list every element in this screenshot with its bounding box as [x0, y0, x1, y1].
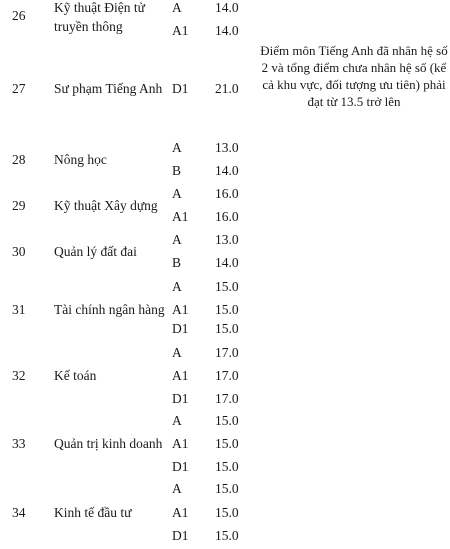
exam-block: D1 [172, 321, 189, 336]
cutoff-score: 15.0 [215, 481, 239, 496]
major-name: Tài chính ngân hàng [54, 302, 165, 317]
exam-block: A [172, 413, 182, 428]
cutoff-score: 15.0 [215, 528, 239, 543]
exam-block: A1 [172, 302, 189, 317]
exam-block: A1 [172, 368, 189, 383]
cutoff-score: 15.0 [215, 279, 239, 294]
row-number: 31 [12, 302, 26, 317]
exam-block: A [172, 481, 182, 496]
row-number: 26 [12, 8, 26, 23]
exam-block: B [172, 255, 182, 270]
row-number: 30 [12, 244, 26, 259]
exam-block: A [172, 232, 182, 247]
row-number: 29 [12, 198, 26, 213]
exam-block: D1 [172, 391, 189, 406]
cutoff-score: 16.0 [215, 186, 239, 201]
exam-block: A1 [172, 209, 189, 224]
exam-block: A1 [172, 505, 189, 520]
exam-block: A [172, 140, 182, 155]
cutoff-score: 13.0 [215, 140, 239, 155]
cutoff-score: 17.0 [215, 345, 239, 360]
cutoff-score: 14.0 [215, 255, 239, 270]
cutoff-score: 15.0 [215, 436, 239, 451]
row-number: 28 [12, 152, 26, 167]
row-number: 34 [12, 505, 26, 520]
major-name: Kỹ thuật Xây dựng [54, 198, 158, 213]
major-name: Kỹ thuật Điện tử [54, 0, 145, 15]
exam-block: D1 [172, 81, 189, 96]
cutoff-score: 17.0 [215, 391, 239, 406]
row-number: 33 [12, 436, 26, 451]
row-number: 27 [12, 81, 26, 96]
exam-block: A1 [172, 436, 189, 451]
major-name: Quản trị kinh doanh [54, 436, 163, 451]
exam-block: D1 [172, 459, 189, 474]
exam-block: D1 [172, 528, 189, 543]
exam-block: A [172, 0, 182, 15]
cutoff-score: 15.0 [215, 413, 239, 428]
exam-block: A [172, 186, 182, 201]
major-name: Sư phạm Tiếng Anh [54, 81, 163, 96]
cutoff-score: 15.0 [215, 302, 239, 317]
row-number: 32 [12, 368, 26, 383]
major-name: Kinh tế đầu tư [54, 505, 132, 520]
cutoff-score: 13.0 [215, 232, 239, 247]
exam-block: A [172, 279, 182, 294]
cutoff-score: 16.0 [215, 209, 239, 224]
english-coefficient-note: Điểm môn Tiếng Anh đã nhân hệ số 2 và tổng điểm chưa nhân hệ số (kể cả khu vực, đối tượng ưu tiên) phải đạt từ 13.5 trở lên [260, 43, 448, 109]
exam-block: A1 [172, 23, 189, 38]
cutoff-score: 15.0 [215, 505, 239, 520]
major-name: Kế toán [54, 368, 97, 383]
cutoff-score: 21.0 [215, 81, 239, 96]
cutoff-score: 15.0 [215, 459, 239, 474]
major-name: Nông học [54, 152, 107, 167]
exam-block: B [172, 163, 182, 178]
cutoff-score: 14.0 [215, 23, 239, 38]
exam-block: A [172, 345, 182, 360]
cutoff-score: 14.0 [215, 0, 239, 15]
cutoff-score: 15.0 [215, 321, 239, 336]
cutoff-score: 14.0 [215, 163, 239, 178]
major-name: truyền thông [54, 19, 123, 34]
major-name: Quản lý đất đai [54, 244, 137, 259]
cutoff-score: 17.0 [215, 368, 239, 383]
